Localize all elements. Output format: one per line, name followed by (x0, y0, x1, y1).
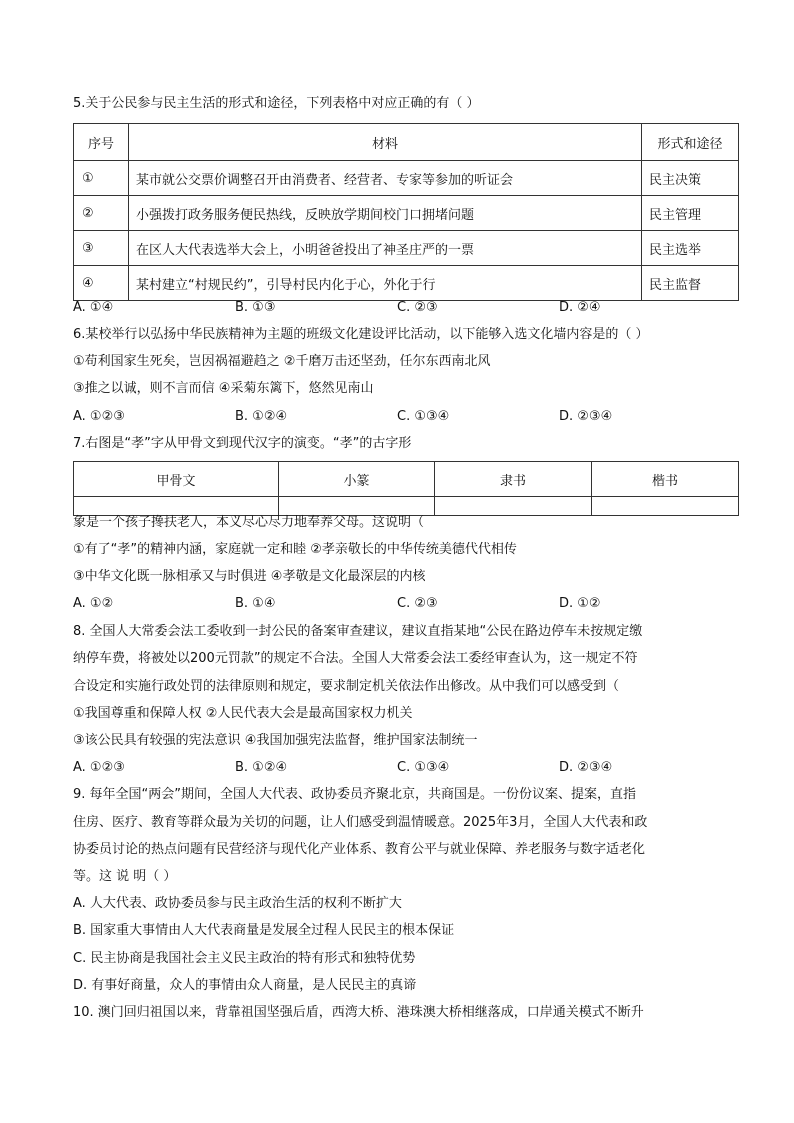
q5-row-index: ② (74, 196, 129, 231)
q5-row-form: 民主选举 (642, 231, 739, 266)
q7-header-seal: 小篆 (279, 462, 435, 497)
option-b[interactable]: B. ①②④ (235, 760, 288, 775)
q7-cell-oracle (74, 497, 279, 516)
option-a[interactable]: A. ①④ (73, 300, 114, 315)
option-d[interactable]: D. ①② (559, 596, 601, 611)
q8-line-5: ③该公民具有较强的宪法意识 ④我国加强宪法监督，维护国家法制统一 (73, 733, 478, 748)
option-b[interactable]: B. ①③ (235, 300, 276, 315)
q9-line-4: 等。这 说 明（ ） (73, 869, 177, 884)
option-a[interactable]: A. ①② (73, 596, 114, 611)
q8-line-3: 合设定和实施行政处罚的法律原则和规定，要求制定机关依法作出修改。从中我们可以感受到（ (73, 679, 620, 694)
option-c[interactable]: C. ①③④ (397, 760, 450, 775)
q5-row-index: ③ (74, 231, 129, 266)
q5-row-index: ④ (74, 266, 129, 301)
q7-options (73, 595, 753, 613)
q9-line-1: 9. 每年全国“两会”期间，全国人大代表、政协委员齐聚北京，共商国是。一份份议案、提案，直指 (73, 787, 637, 802)
option-d[interactable]: D. ②④ (559, 300, 601, 315)
option-c[interactable]: C. ①③④ (397, 409, 450, 424)
q7-table (73, 461, 739, 516)
q7-cell-regular (592, 497, 739, 516)
table-row (74, 266, 739, 301)
option-b[interactable]: B. ①②④ (235, 409, 288, 424)
q5-row-material: 在区人大代表选举大会上，小明爸爸投出了神圣庄严的一票 (129, 231, 642, 266)
q5-row-material: 某村建立“村规民约”，引导村民内化于心，外化于行 (129, 266, 642, 301)
q10-line-1: 10. 澳门回归祖国以来，背靠祖国坚强后盾，西湾大桥、港珠澳大桥相继落成，口岸通关模式不断升 (73, 1005, 644, 1020)
q9-choice-d[interactable]: D. 有事好商量，众人的事情由众人商量，是人民民主的真谛 (73, 978, 417, 993)
q9-choice-b[interactable]: B. 国家重大事情由人大代表商量是发展全过程人民民主的根本保证 (73, 923, 455, 938)
q5-row-material: 某市就公交票价调整召开由消费者、经营者、专家等参加的听证会 (129, 161, 642, 196)
option-b[interactable]: B. ①④ (235, 596, 276, 611)
q7-line-1: 象是一个孩子搀扶老人，本义尽心尽力地奉养父母。这说明（ (73, 515, 425, 530)
q5-table-header (74, 124, 739, 161)
option-a[interactable]: A. ①②③ (73, 409, 125, 424)
table-row (74, 231, 739, 266)
option-c[interactable]: C. ②③ (397, 300, 438, 315)
q7-cell-seal (279, 497, 435, 516)
q7-line-3: ③中华文化既一脉相承又与时俱进 ④孝敬是文化最深层的内核 (73, 569, 426, 584)
q5-row-form: 民主监督 (642, 266, 739, 301)
option-c[interactable]: C. ②③ (397, 596, 438, 611)
q6-line-1: ①苟利国家生死矣，岂因祸福避趋之 ②千磨万击还坚劲，任尔东西南北风 (73, 354, 491, 369)
option-d[interactable]: D. ②③④ (559, 760, 613, 775)
option-a[interactable]: A. ①②③ (73, 760, 125, 775)
q5-row-index: ① (74, 161, 129, 196)
table-row (74, 161, 739, 196)
q5-row-form: 民主管理 (642, 196, 739, 231)
q8-line-4: ①我国尊重和保障人权 ②人民代表大会是最高国家权力机关 (73, 706, 413, 721)
table-row (74, 196, 739, 231)
q5-options (73, 299, 753, 317)
q9-choice-a[interactable]: A. 人大代表、政协委员参与民主政治生活的权利不断扩大 (73, 896, 402, 911)
q7-table-header (74, 462, 739, 497)
q6-line-2: ③推之以诚，则不言而信 ④采菊东篱下，悠然见南山 (73, 381, 374, 396)
q8-options (73, 759, 753, 777)
q7-header-regular: 楷书 (592, 462, 739, 497)
q7-stem: 7.右图是“孝”字从甲骨文到现代汉字的演变。“孝”的古字形 (73, 436, 412, 451)
q8-line-2: 纳停车费，将被处以200元罚款”的规定不合法。全国人大常委会法工委经审查认为，这一规定不符 (73, 651, 638, 666)
q9-line-3: 协委员讨论的热点问题有民营经济与现代化产业体系、教育公平与就业保障、养老服务与数字适老化 (73, 842, 646, 857)
q5-table (73, 123, 739, 301)
q9-line-2: 住房、医疗、教育等群众最为关切的问题，让人们感受到温情暖意。2025年3月，全国人大代表和政 (73, 815, 648, 830)
option-d[interactable]: D. ②③④ (559, 409, 613, 424)
q5-header-form: 形式和途径 (642, 124, 739, 161)
q6-stem: 6.某校举行以弘扬中华民族精神为主题的班级文化建设评比活动，以下能够入选文化墙内容是的（ ） (73, 327, 649, 342)
q6-options (73, 408, 753, 426)
q7-cell-clerical (435, 497, 592, 516)
q5-header-index: 序号 (74, 124, 129, 161)
q5-stem: 5.关于公民参与民主生活的形式和途径，下列表格中对应正确的有（ ） (73, 96, 480, 111)
q5-row-material: 小强拨打政务服务便民热线，反映放学期间校门口拥堵问题 (129, 196, 642, 231)
table-row (74, 497, 739, 516)
q7-line-2: ①有了“孝”的精神内涵，家庭就一定和睦 ②孝亲敬长的中华传统美德代代相传 (73, 542, 517, 557)
q7-header-clerical: 隶书 (435, 462, 592, 497)
q5-header-material: 材料 (129, 124, 642, 161)
q9-choice-c[interactable]: C. 民主协商是我国社会主义民主政治的特有形式和独特优势 (73, 951, 416, 966)
q7-header-oracle: 甲骨文 (74, 462, 279, 497)
q5-row-form: 民主决策 (642, 161, 739, 196)
q8-line-1: 8. 全国人大常委会法工委收到一封公民的备案审查建议，建议直指某地“公民在路边停车未按规定缴 (73, 624, 643, 639)
